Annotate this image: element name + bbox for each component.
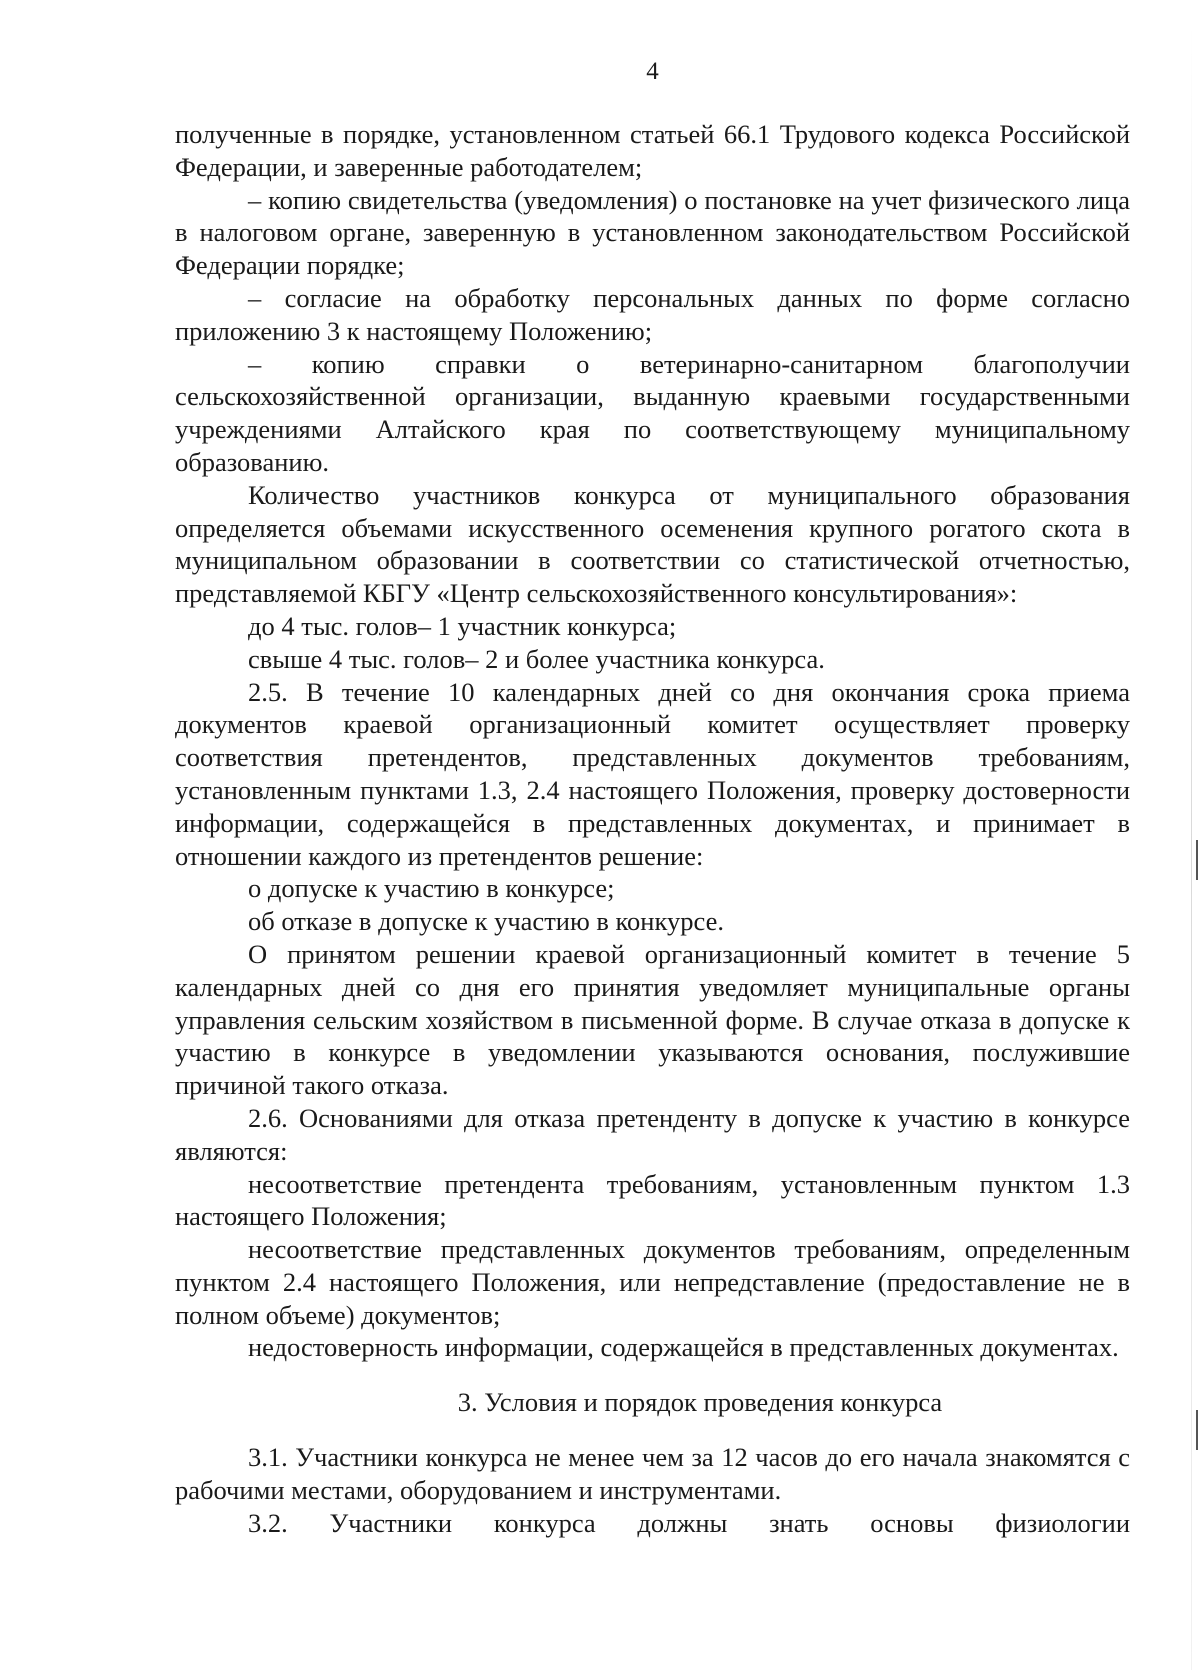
list-item-nonconformity-documents: несоответствие представленных документов требованиям, определенным пунктом 2.4 настоящего Положения, или непредставление (предоставление не в полном объеме) документов; xyxy=(175,1234,1130,1330)
paragraph-2-6: 2.6. Основаниями для отказа претенденту в допуске к участию в конкурсе являются: xyxy=(175,1102,1130,1166)
scan-edge-line xyxy=(1191,20,1192,1670)
paragraph-continuation: полученные в порядке, установленном статьей 66.1 Трудового кодекса Российской Федерации, и заверенные работодателем; xyxy=(175,119,1130,182)
section-heading: 3. Условия и порядок проведения конкурса xyxy=(457,1387,943,1418)
paragraph-3-1: 3.1. Участники конкурса не менее чем за 12 часов до его начала знакомятся с рабочими местами, оборудованием и инструментами. xyxy=(175,1442,1130,1505)
list-item-tax-certificate: – копию свидетельства (уведомления) о постановке на учет физического лица в налоговом органе, заверенную в установленном законодательством Российской Федерации порядке; xyxy=(175,184,1130,281)
list-item-up-to-4k: до 4 тыс. голов– 1 участник конкурса; xyxy=(248,610,677,641)
paragraph-participant-count: Количество участников конкурса от муниципального образования определяется объемами искусственного осеменения крупного рогатого скота в муниципальном образовании в соответствии со статистической отчетностью, представляемой КБГУ «Центр сельскохозяйственного консультирования»: xyxy=(175,479,1130,609)
list-item-veterinary-certificate: – копию справки о ветеринарно-санитарном благополучии сельскохозяйственной организации, выданную краевыми государственными учреждениями Алтайского края по соответствующему муниципальному образованию. xyxy=(175,348,1130,477)
scan-edge-mark xyxy=(1196,1410,1198,1450)
list-item-over-4k: свыше 4 тыс. голов– 2 и более участника конкурса. xyxy=(248,643,825,674)
body-text xyxy=(175,118,1130,1539)
list-item-consent: – согласие на обработку персональных данных по форме согласно приложению 3 к настоящему Положению; xyxy=(175,282,1130,346)
list-item-nonconformity-candidate: несоответствие претендента требованиям, установленным пунктом 1.3 настоящего Положения; xyxy=(175,1168,1130,1232)
list-item-refusal: об отказе в допуске к участию в конкурсе. xyxy=(248,906,724,937)
scan-edge-mark xyxy=(1196,840,1198,880)
list-item-admission: о допуске к участию в конкурсе; xyxy=(248,873,615,904)
paragraph-notification: О принятом решении краевой организационный комитет в течение 5 календарных дней со дня его принятия уведомляет муниципальные органы управления сельским хозяйством в письменной форме. В случае отказа в допуске к участию в конкурсе в уведомлении указываются основания, послужившие причиной такого отказа. xyxy=(175,938,1130,1101)
page-number: 4 xyxy=(646,58,659,85)
paragraph-2-5: 2.5. В течение 10 календарных дней со дня окончания срока приема документов краевой организационный комитет осуществляет проверку соответствия претендентов, представленных документов требованиям, установленным пунктами 1.3, 2.4 настоящего Положения, проверку достоверности информации, содержащейся в представленных документах, и принимает в отношении каждого из претендентов решение: xyxy=(175,676,1130,871)
paragraph-3-2: 3.2. Участники конкурса должны знать основы физиологии xyxy=(248,1507,1130,1538)
list-item-unreliable-info: недостоверность информации, содержащейся в представленных документах. xyxy=(248,1332,1119,1363)
